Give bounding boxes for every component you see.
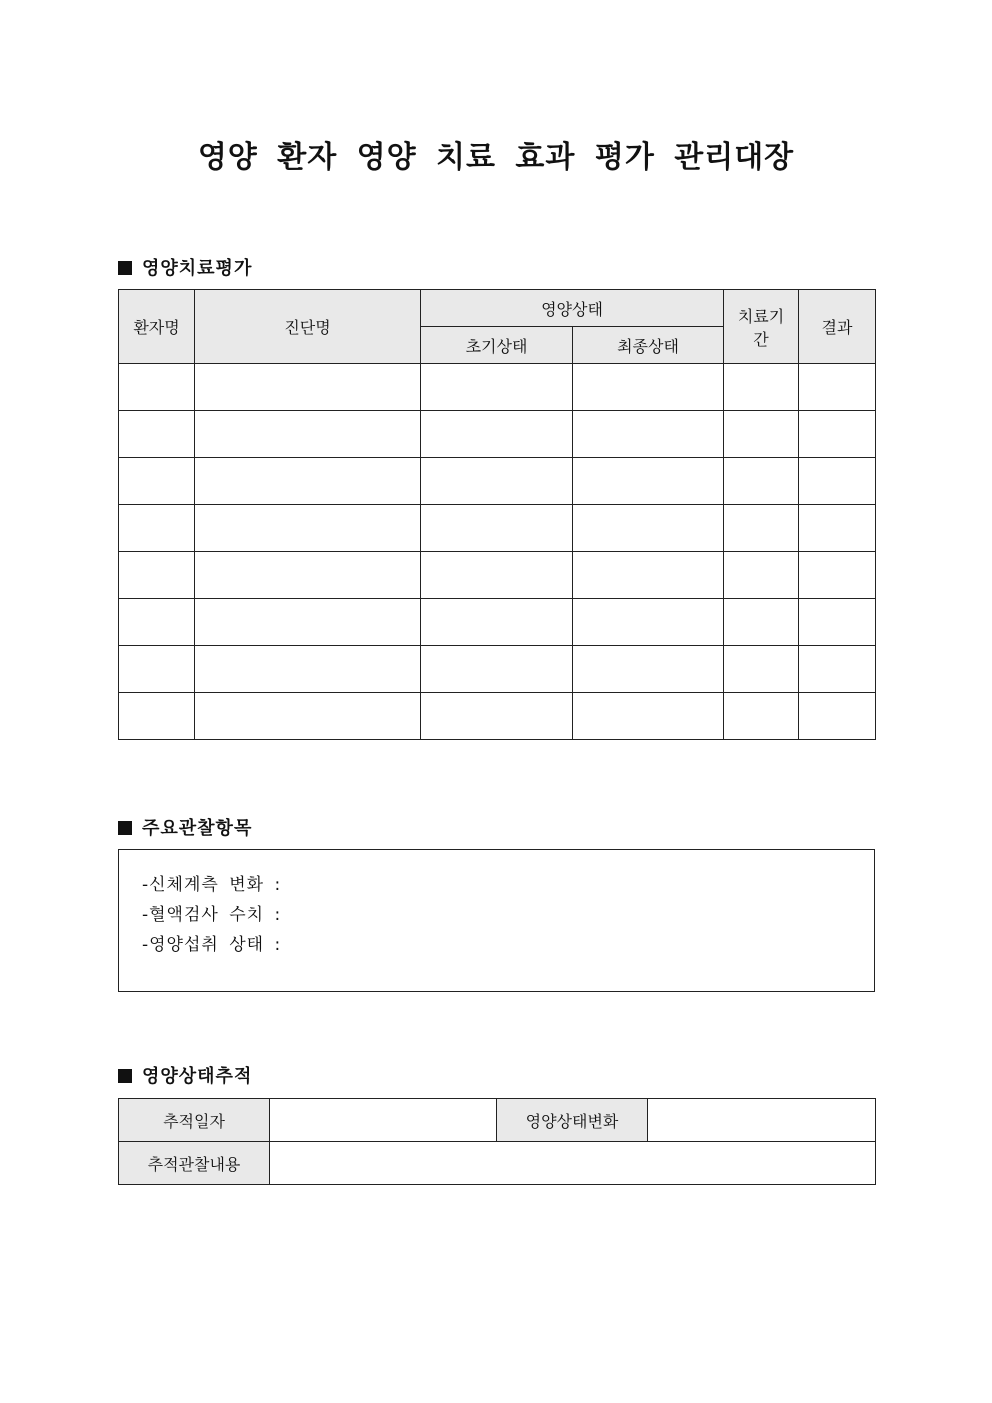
page-title: 영양 환자 영양 치료 효과 평가 관리대장 — [197, 140, 795, 175]
cell-final[interactable] — [573, 505, 724, 552]
table-row — [119, 505, 876, 552]
cell-period[interactable] — [724, 458, 799, 505]
cell-patient[interactable] — [119, 693, 195, 740]
header-final-status: 최종상태 — [573, 327, 724, 364]
section-heading-key-observations — [118, 814, 252, 840]
square-bullet-icon — [118, 1069, 132, 1083]
cell-diagnosis[interactable] — [195, 552, 421, 599]
cell-initial[interactable] — [421, 646, 573, 693]
field-status-change[interactable] — [648, 1099, 876, 1142]
square-bullet-icon — [118, 821, 132, 835]
header-treatment-period-line1: 치료기 — [737, 306, 785, 326]
cell-result[interactable] — [799, 646, 876, 693]
label-tracking-observation: 추적관찰내용 — [119, 1142, 270, 1185]
cell-diagnosis[interactable] — [195, 411, 421, 458]
header-diagnosis: 진단명 — [195, 290, 421, 364]
observation-line-intake-status: -영양섭취 상태 : — [142, 935, 282, 955]
cell-initial[interactable] — [421, 693, 573, 740]
cell-result[interactable] — [799, 505, 876, 552]
label-status-change: 영양상태변화 — [497, 1099, 648, 1142]
cell-period[interactable] — [724, 505, 799, 552]
section-heading-status-tracking — [118, 1062, 252, 1088]
nutrition-eval-table — [118, 289, 876, 740]
cell-final[interactable] — [573, 411, 724, 458]
table-row — [119, 552, 876, 599]
cell-patient[interactable] — [119, 364, 195, 411]
cell-final[interactable] — [573, 599, 724, 646]
cell-period[interactable] — [724, 364, 799, 411]
cell-period[interactable] — [724, 411, 799, 458]
header-result: 결과 — [799, 290, 876, 364]
cell-final[interactable] — [573, 693, 724, 740]
table-row — [119, 646, 876, 693]
cell-period[interactable] — [724, 552, 799, 599]
label-tracking-date: 추적일자 — [119, 1099, 270, 1142]
cell-result[interactable] — [799, 599, 876, 646]
cell-period[interactable] — [724, 599, 799, 646]
header-patient-name: 환자명 — [119, 290, 195, 364]
section-heading-text: 주요관찰항목 — [142, 818, 253, 839]
cell-result[interactable] — [799, 552, 876, 599]
cell-initial[interactable] — [421, 364, 573, 411]
header-treatment-period — [724, 290, 799, 364]
observation-line-anthropometry: -신체계측 변화 : — [142, 875, 282, 895]
cell-result[interactable] — [799, 364, 876, 411]
cell-final[interactable] — [573, 364, 724, 411]
cell-initial[interactable] — [421, 505, 573, 552]
cell-result[interactable] — [799, 411, 876, 458]
cell-initial[interactable] — [421, 552, 573, 599]
table-row — [119, 458, 876, 505]
cell-period[interactable] — [724, 693, 799, 740]
header-treatment-period-line2: 간 — [753, 329, 769, 349]
square-bullet-icon — [118, 261, 132, 275]
cell-result[interactable] — [799, 693, 876, 740]
cell-diagnosis[interactable] — [195, 505, 421, 552]
cell-final[interactable] — [573, 646, 724, 693]
observation-box[interactable] — [118, 849, 875, 992]
cell-patient[interactable] — [119, 552, 195, 599]
cell-initial[interactable] — [421, 411, 573, 458]
cell-patient[interactable] — [119, 599, 195, 646]
cell-patient[interactable] — [119, 505, 195, 552]
cell-initial[interactable] — [421, 458, 573, 505]
header-initial-status: 초기상태 — [421, 327, 573, 364]
observation-line-blood-test: -혈액검사 수치 : — [142, 905, 282, 925]
cell-diagnosis[interactable] — [195, 458, 421, 505]
table-row — [119, 364, 876, 411]
section-heading-nutrition-eval — [118, 254, 252, 280]
cell-period[interactable] — [724, 646, 799, 693]
status-tracking-table — [118, 1098, 876, 1185]
field-tracking-date[interactable] — [270, 1099, 497, 1142]
header-nutrition-status: 영양상태 — [421, 290, 724, 327]
cell-diagnosis[interactable] — [195, 364, 421, 411]
cell-result[interactable] — [799, 458, 876, 505]
table-row — [119, 693, 876, 740]
section-heading-text: 영양치료평가 — [142, 258, 253, 279]
field-tracking-observation[interactable] — [270, 1142, 876, 1185]
table-row — [119, 411, 876, 458]
cell-diagnosis[interactable] — [195, 599, 421, 646]
cell-patient[interactable] — [119, 458, 195, 505]
cell-diagnosis[interactable] — [195, 646, 421, 693]
table-row — [119, 599, 876, 646]
section-heading-text: 영양상태추적 — [142, 1066, 253, 1087]
cell-patient[interactable] — [119, 646, 195, 693]
cell-diagnosis[interactable] — [195, 693, 421, 740]
cell-final[interactable] — [573, 458, 724, 505]
cell-patient[interactable] — [119, 411, 195, 458]
cell-final[interactable] — [573, 552, 724, 599]
cell-initial[interactable] — [421, 599, 573, 646]
